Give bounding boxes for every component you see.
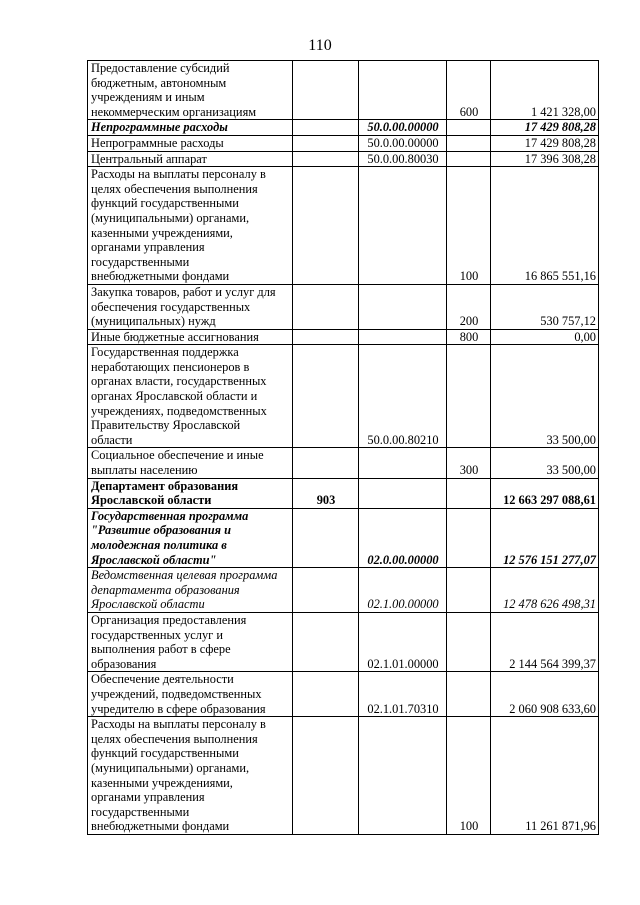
row-name-cell: Департамент образования Ярославской области: [88, 478, 293, 508]
row-ved-cell: [293, 672, 359, 717]
row-amount-cell: 11 261 871,96: [491, 717, 599, 835]
table-row: [88, 167, 599, 285]
row-ved-cell: [293, 167, 359, 285]
row-csr-cell: 02.1.00.00000: [359, 568, 447, 613]
row-vr-cell: [447, 151, 491, 167]
row-csr-cell: [359, 478, 447, 508]
table-row: [88, 478, 599, 508]
row-ved-cell: [293, 345, 359, 448]
row-name-cell: Предоставление субсидий бюджетным, автономным учреждениям и иным некоммерческим организациям: [88, 61, 293, 120]
row-vr-cell: [447, 508, 491, 567]
row-vr-cell: 800: [447, 329, 491, 345]
page-number: 110: [308, 37, 332, 54]
row-ved-cell: [293, 568, 359, 613]
row-csr-cell: [359, 284, 447, 329]
row-name-cell: Государственная программа "Развитие образования и молодежная политика в Ярославской области": [88, 508, 293, 567]
row-amount-cell: 17 429 808,28: [491, 135, 599, 151]
row-csr-cell: 50.0.00.00000: [359, 120, 447, 136]
row-amount-cell: 2 060 908 633,60: [491, 672, 599, 717]
row-csr-cell: 02.0.00.00000: [359, 508, 447, 567]
table-row: [88, 61, 599, 120]
row-amount-cell: 33 500,00: [491, 345, 599, 448]
row-name-cell: Центральный аппарат: [88, 151, 293, 167]
table-row: [88, 612, 599, 671]
row-ved-cell: [293, 135, 359, 151]
row-amount-cell: 1 421 328,00: [491, 61, 599, 120]
table-row: [88, 135, 599, 151]
row-name-cell: Непрограммные расходы: [88, 120, 293, 136]
row-vr-cell: [447, 478, 491, 508]
row-amount-cell: 12 478 626 498,31: [491, 568, 599, 613]
row-csr-cell: [359, 61, 447, 120]
row-name-cell: Непрограммные расходы: [88, 135, 293, 151]
row-ved-cell: [293, 508, 359, 567]
table-row: [88, 151, 599, 167]
table-row: [88, 448, 599, 478]
table-row: [88, 568, 599, 613]
row-vr-cell: [447, 568, 491, 613]
row-vr-cell: [447, 135, 491, 151]
row-amount-cell: 17 429 808,28: [491, 120, 599, 136]
table-row: [88, 329, 599, 345]
row-ved-cell: [293, 61, 359, 120]
row-ved-cell: [293, 284, 359, 329]
row-csr-cell: [359, 329, 447, 345]
row-name-cell: Закупка товаров, работ и услуг для обеспечения государственных (муниципальных) нужд: [88, 284, 293, 329]
budget-table: [87, 60, 599, 835]
row-amount-cell: 16 865 551,16: [491, 167, 599, 285]
row-ved-cell: 903: [293, 478, 359, 508]
row-csr-cell: [359, 167, 447, 285]
table-row: [88, 284, 599, 329]
row-ved-cell: [293, 120, 359, 136]
row-ved-cell: [293, 612, 359, 671]
row-ved-cell: [293, 151, 359, 167]
row-vr-cell: 100: [447, 717, 491, 835]
row-vr-cell: 200: [447, 284, 491, 329]
row-vr-cell: [447, 672, 491, 717]
row-amount-cell: 12 576 151 277,07: [491, 508, 599, 567]
row-amount-cell: 33 500,00: [491, 448, 599, 478]
row-vr-cell: 300: [447, 448, 491, 478]
row-name-cell: Ведомственная целевая программа департамента образования Ярославской области: [88, 568, 293, 613]
row-name-cell: Организация предоставления государственных услуг и выполнения работ в сфере образования: [88, 612, 293, 671]
row-amount-cell: 17 396 308,28: [491, 151, 599, 167]
row-csr-cell: [359, 448, 447, 478]
row-ved-cell: [293, 717, 359, 835]
table-row: [88, 717, 599, 835]
row-vr-cell: [447, 345, 491, 448]
row-vr-cell: 600: [447, 61, 491, 120]
table-row: [88, 508, 599, 567]
row-name-cell: Социальное обеспечение и иные выплаты населению: [88, 448, 293, 478]
row-amount-cell: 0,00: [491, 329, 599, 345]
row-csr-cell: 50.0.00.80030: [359, 151, 447, 167]
row-amount-cell: 530 757,12: [491, 284, 599, 329]
row-name-cell: Обеспечение деятельности учреждений, подведомственных учредителю в сфере образования: [88, 672, 293, 717]
row-vr-cell: [447, 120, 491, 136]
row-name-cell: Расходы на выплаты персоналу в целях обеспечения выполнения функций государственными (муниципальными) органами, казенными учреждениями, органами управления государственными внебюджетными фондами: [88, 717, 293, 835]
row-csr-cell: 50.0.00.80210: [359, 345, 447, 448]
row-name-cell: Государственная поддержка неработающих пенсионеров в органах власти, государственных органах Ярославской области и учреждениях, подведомственных Правительству Ярославской области: [88, 345, 293, 448]
row-name-cell: Расходы на выплаты персоналу в целях обеспечения выполнения функций государственными (муниципальными) органами, казенными учреждениями, органами управления государственными внебюджетными фондами: [88, 167, 293, 285]
row-csr-cell: 02.1.01.70310: [359, 672, 447, 717]
row-csr-cell: 50.0.00.00000: [359, 135, 447, 151]
row-amount-cell: 2 144 564 399,37: [491, 612, 599, 671]
row-ved-cell: [293, 329, 359, 345]
table-row: [88, 120, 599, 136]
table-row: [88, 345, 599, 448]
table-row: [88, 672, 599, 717]
row-ved-cell: [293, 448, 359, 478]
row-amount-cell: 12 663 297 088,61: [491, 478, 599, 508]
row-csr-cell: [359, 717, 447, 835]
row-csr-cell: 02.1.01.00000: [359, 612, 447, 671]
budget-table-body: [88, 61, 599, 835]
row-vr-cell: [447, 612, 491, 671]
row-name-cell: Иные бюджетные ассигнования: [88, 329, 293, 345]
row-vr-cell: 100: [447, 167, 491, 285]
